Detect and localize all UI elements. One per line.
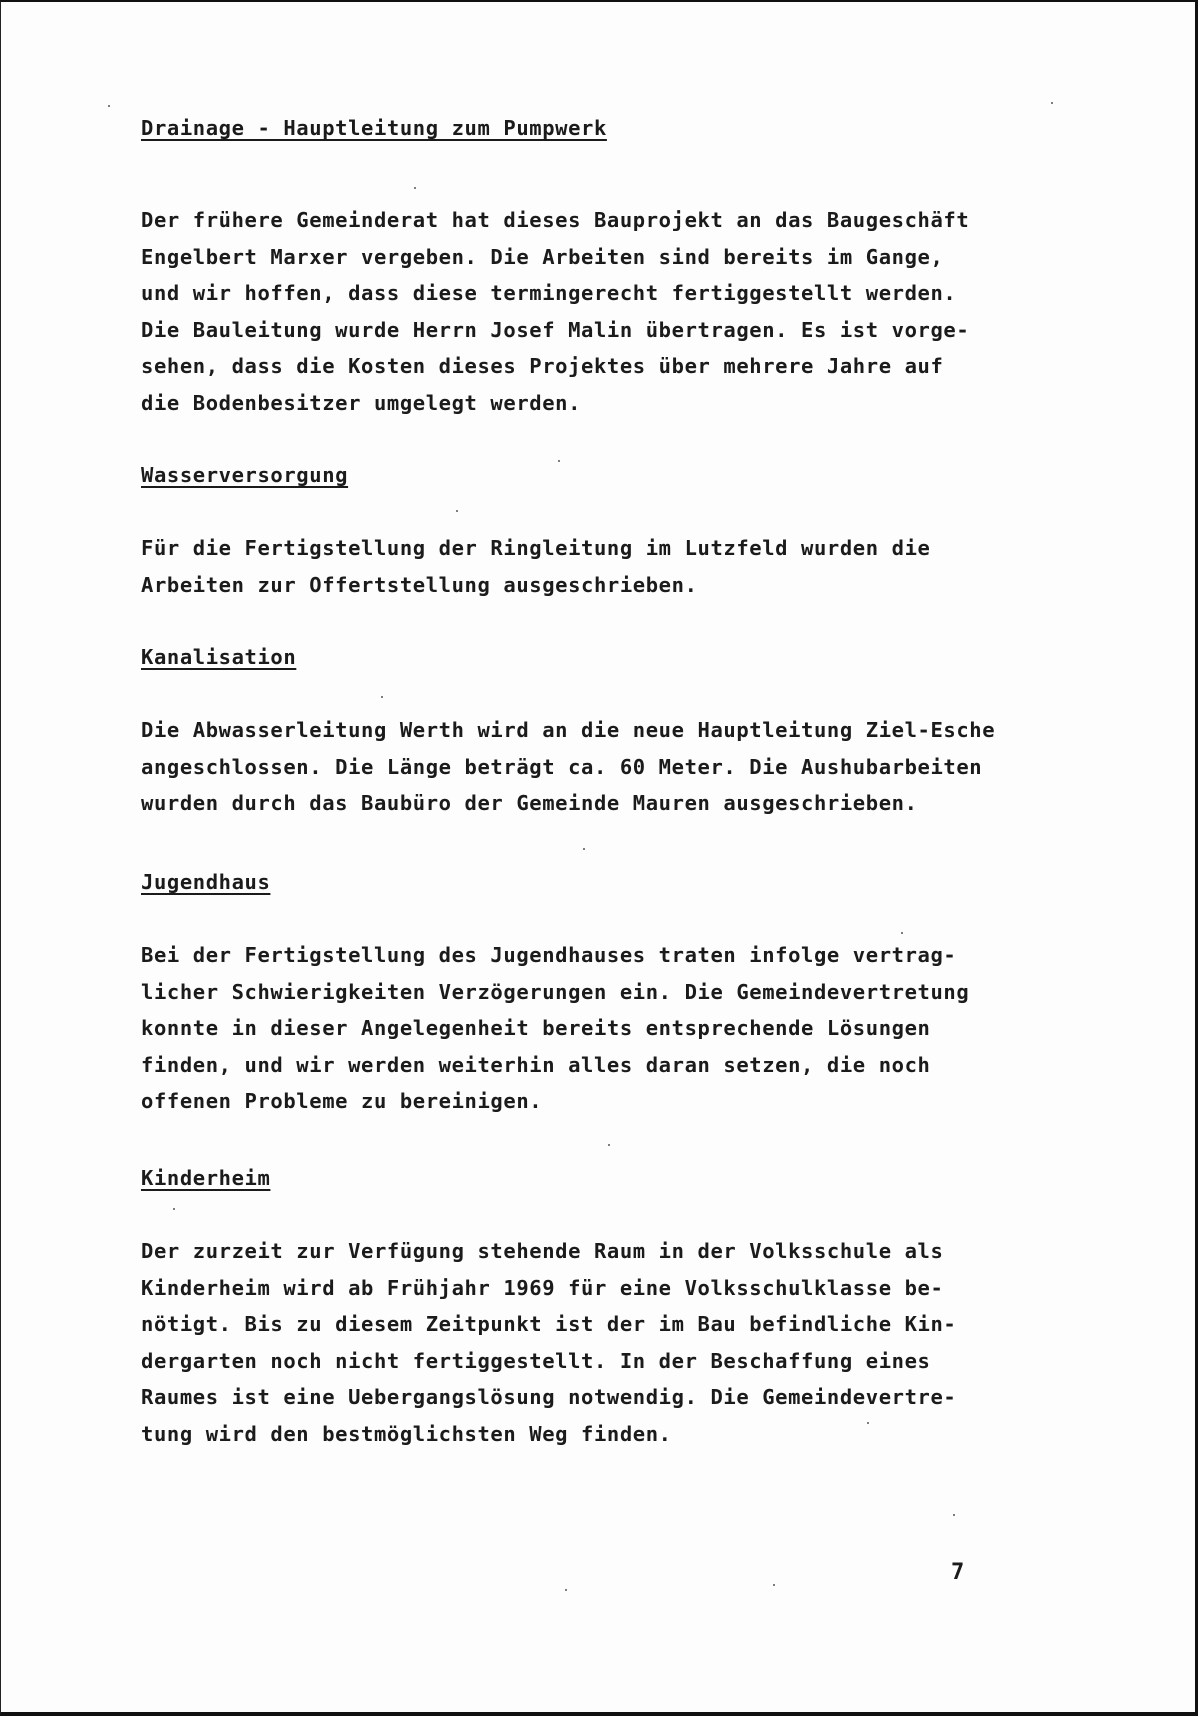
text-line: Der zurzeit zur Verfügung stehende Raum in der Volksschule als bbox=[141, 1239, 944, 1263]
text-line: Für die Fertigstellung der Ringleitung im Lutzfeld wurden die bbox=[141, 536, 931, 560]
scan-speck bbox=[953, 1514, 955, 1516]
text-line: Der frühere Gemeinderat hat dieses Bauprojekt an das Baugeschäft bbox=[141, 208, 970, 232]
text-line: Bei der Fertigstellung des Jugendhauses traten infolge vertrag- bbox=[141, 943, 957, 967]
scan-speck bbox=[1051, 102, 1053, 104]
text-line: nötigt. Bis zu diesem Zeitpunkt ist der im Bau befindliche Kin- bbox=[141, 1312, 957, 1337]
scan-speck bbox=[565, 1589, 567, 1591]
text-line: licher Schwierigkeiten Verzögerungen ein. Die Gemeindevertretung bbox=[141, 979, 970, 1004]
text-line: offenen Probleme zu bereinigen. bbox=[141, 1089, 543, 1114]
text-line: sehen, dass die Kosten dieses Projektes über mehrere Jahre auf bbox=[141, 354, 944, 379]
section-paragraph-jugendhaus bbox=[141, 937, 969, 1120]
scan-speck bbox=[456, 510, 458, 512]
text-line: Engelbert Marxer vergeben. Die Arbeiten sind bereits im Gange, bbox=[141, 244, 944, 269]
text-line: Die Abwasserleitung Werth wird an die neue Hauptleitung Ziel-Esche bbox=[141, 718, 996, 742]
text-line: finden, und wir werden weiterhin alles daran setzen, die noch bbox=[141, 1052, 931, 1077]
section-heading-jugendhaus: Jugendhaus bbox=[141, 870, 271, 894]
section-paragraph-wasserversorgung bbox=[141, 530, 930, 603]
scan-speck bbox=[773, 1584, 775, 1586]
text-line: angeschlossen. Die Länge beträgt ca. 60 Meter. Die Aushubarbeiten bbox=[141, 754, 983, 779]
scan-speck bbox=[583, 848, 585, 850]
text-line: konnte in dieser Angelegenheit bereits entsprechende Lösungen bbox=[141, 1016, 931, 1041]
section-paragraph-drainage bbox=[141, 202, 969, 422]
text-line: wurden durch das Baubüro der Gemeinde Mauren ausgeschrieben. bbox=[141, 791, 918, 816]
scan-speck bbox=[173, 1208, 175, 1210]
text-line: tung wird den bestmöglichsten Weg finden. bbox=[141, 1421, 672, 1446]
section-paragraph-kinderheim bbox=[141, 1233, 956, 1453]
text-line: Arbeiten zur Offertstellung ausgeschrieben. bbox=[141, 572, 698, 597]
scan-speck bbox=[608, 1144, 610, 1146]
scan-speck bbox=[901, 932, 903, 934]
text-line: die Bodenbesitzer umgelegt werden. bbox=[141, 390, 582, 415]
text-line: dergarten noch nicht fertiggestellt. In der Beschaffung eines bbox=[141, 1348, 931, 1373]
text-line: Kinderheim wird ab Frühjahr 1969 für eine Volksschulklasse be- bbox=[141, 1275, 944, 1300]
section-heading-kanalisation: Kanalisation bbox=[141, 645, 297, 669]
text-line: und wir hoffen, dass diese termingerecht fertiggestellt werden. bbox=[141, 281, 957, 306]
text-line: Raumes ist eine Uebergangslösung notwendig. Die Gemeindevertre- bbox=[141, 1385, 957, 1410]
scan-speck bbox=[381, 696, 383, 698]
scan-speck bbox=[414, 187, 416, 189]
scan-speck bbox=[558, 460, 560, 462]
scan-speck bbox=[867, 1422, 869, 1424]
text-line: Die Bauleitung wurde Herrn Josef Malin übertragen. Es ist vorge- bbox=[141, 317, 970, 342]
section-heading-kinderheim: Kinderheim bbox=[141, 1166, 271, 1190]
scan-speck bbox=[108, 105, 110, 107]
section-heading-wasserversorgung: Wasserversorgung bbox=[141, 463, 349, 487]
section-paragraph-kanalisation bbox=[141, 712, 995, 822]
page-number: 7 bbox=[951, 1560, 965, 1585]
section-heading-drainage: Drainage - Hauptleitung zum Pumpwerk bbox=[141, 116, 607, 140]
